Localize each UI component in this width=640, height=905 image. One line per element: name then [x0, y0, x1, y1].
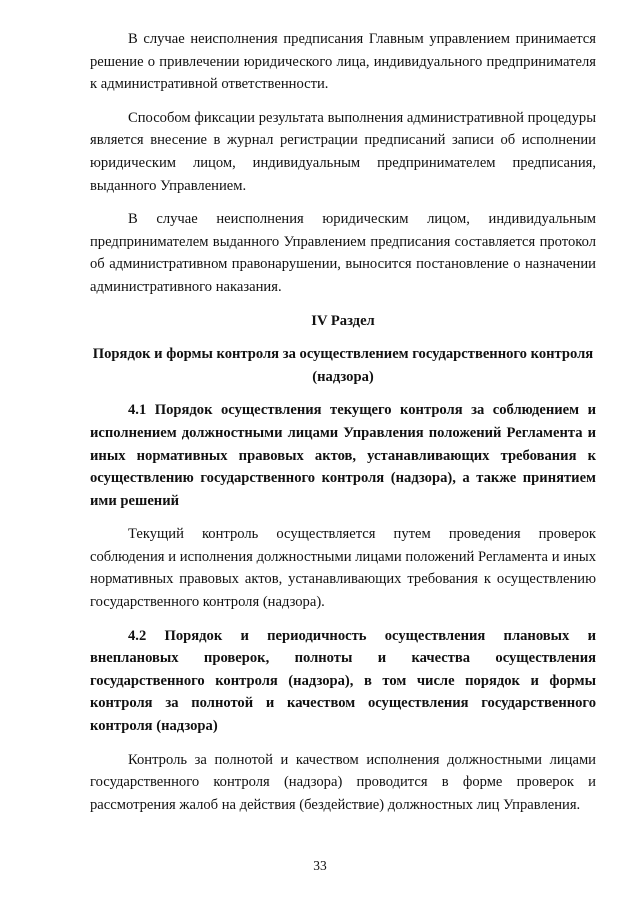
subsection-4-2-heading: 4.2 Порядок и периодичность осуществления плановых и внеплановых проверок, полноты и качества осуществления государственного контроля (надзора), в том числе порядок и формы контроля за полнотой и качеством осуществления государственного контроля (надзора)	[90, 627, 596, 735]
paragraph-non-execution-decision: В случае неисполнения предписания Главным управлением принимается решение о привлечении юридического лица, индивидуального предпринимателя к административной ответственности.	[90, 31, 596, 93]
subsection-4-2-body: Контроль за полнотой и качеством исполнения должностными лицами государственного контроля (надзора) проводится в форме проверок и рассмотрения жалоб на действия (бездействие) должностных лиц Управления.	[90, 751, 596, 813]
subsection-4-1-body: Текущий контроль осуществляется путем проведения проверок соблюдения и исполнения должностными лицами положений Регламента и иных нормативных правовых актов, устанавливающих требования к осуществлению государственного контроля (надзора).	[90, 526, 596, 611]
page-number: 33	[313, 858, 327, 873]
section-title: IV Раздел	[311, 312, 375, 329]
section-heading: Порядок и формы контроля за осуществлением государственного контроля (надзора)	[92, 346, 594, 385]
paragraph-recording-method: Способом фиксации результата выполнения административной процедуры является внесение в журнал регистрации предписаний записи об исполнении юридическим лицом, индивидуальным предпринимателем предписания, выданного Управлением.	[90, 109, 596, 194]
subsection-4-1-heading: 4.1 Порядок осуществления текущего контроля за соблюдением и исполнением должностными лицами Управления положений Регламента и иных нормативных правовых актов, устанавливающих требования к осуществлению государственного контроля (надзора), а также принятием ими решений	[90, 402, 596, 509]
paragraph-protocol: В случае неисполнения юридическим лицом, индивидуальным предпринимателем выданного Управлением предписания составляется протокол об административном правонарушении, выносится постановление о назначении административного наказания.	[90, 211, 596, 295]
